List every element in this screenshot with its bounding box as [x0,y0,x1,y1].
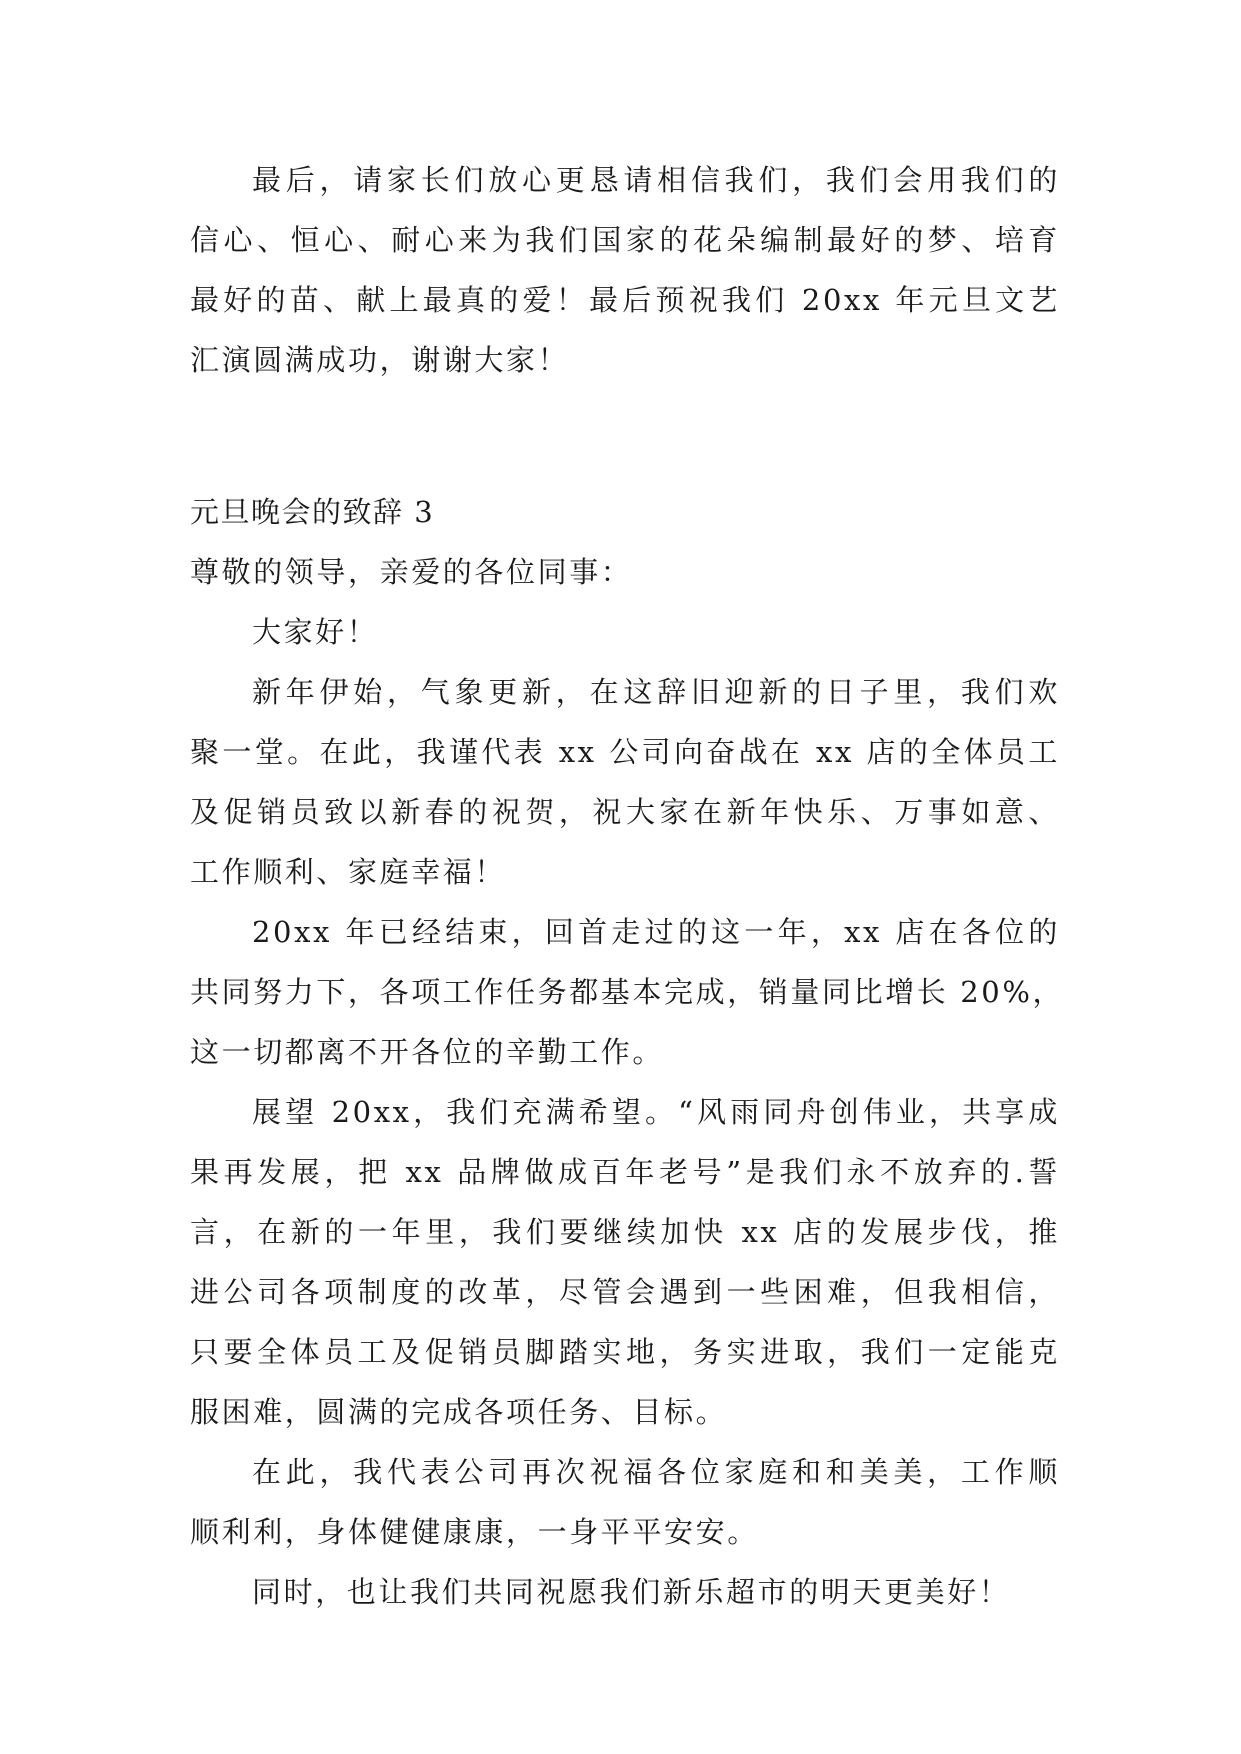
text-line: 果再发展，把 xx 品牌做成百年老号”是我们永不放弃的.誓 [190,1155,1060,1189]
body-paragraph [190,902,1065,1082]
text-line: 只要全体员工及促销员脚踏实地，务实进取，我们一定能克 [190,1335,1060,1369]
text-line: 及促销员致以新春的祝贺，祝大家在新年快乐、万事如意、 [190,795,1060,829]
body-paragraph [190,1442,1060,1562]
salutation: 尊敬的领导，亲爱的各位同事： [190,555,633,589]
text-line: 展望 20xx，我们充满希望。“风雨同舟创伟业，共享成 [252,1095,1060,1129]
text-line: 言，在新的一年里，我们要继续加快 xx 店的发展步伐，推 [190,1215,1060,1249]
body-paragraph [190,1562,1060,1622]
text-line: 最好的苗、献上最真的爱！最后预祝我们 20xx 年元旦文艺 [190,283,1060,317]
body-paragraph [190,1082,1060,1442]
document-page [190,150,1065,1622]
text-line: 工作顺利、家庭幸福！ [190,855,507,889]
body-paragraph [190,662,1060,902]
text-line: 新年伊始，气象更新，在这辞旧迎新的日子里，我们欢 [252,675,1060,709]
text-line: 最后，请家长们放心更恳请相信我们，我们会用我们的 [252,163,1060,197]
section-title: 元旦晚会的致辞 3 [190,495,435,529]
text-line: 这一切都离不开各位的辛勤工作。 [190,1035,665,1069]
text-line: 服困难，圆满的完成各项任务、目标。 [190,1395,728,1429]
text-line: 汇演圆满成功，谢谢大家！ [190,343,570,377]
text-line: 在此，我代表公司再次祝福各位家庭和和美美，工作顺 [252,1455,1060,1489]
text-line: 共同努力下，各项工作任务都基本完成，销量同比增长 20%， [190,975,1065,1009]
text-line: 信心、恒心、耐心来为我们国家的花朵编制最好的梦、培育 [190,223,1060,257]
text-line: 20xx 年已经结束，回首走过的这一年，xx 店在各位的 [252,915,1060,949]
greeting: 大家好！ [252,615,379,649]
text-line: 顺利利，身体健健康康，一身平平安安。 [190,1515,759,1549]
text-line: 聚一堂。在此，我谨代表 xx 公司向奋战在 xx 店的全体员工 [190,735,1060,769]
text-line: 进公司各项制度的改革，尽管会遇到一些困难，但我相信， [190,1275,1060,1309]
text-line: 同时，也让我们共同祝愿我们新乐超市的明天更美好！ [252,1575,1011,1609]
section-gap [190,390,1060,482]
closing-paragraph [190,150,1060,390]
